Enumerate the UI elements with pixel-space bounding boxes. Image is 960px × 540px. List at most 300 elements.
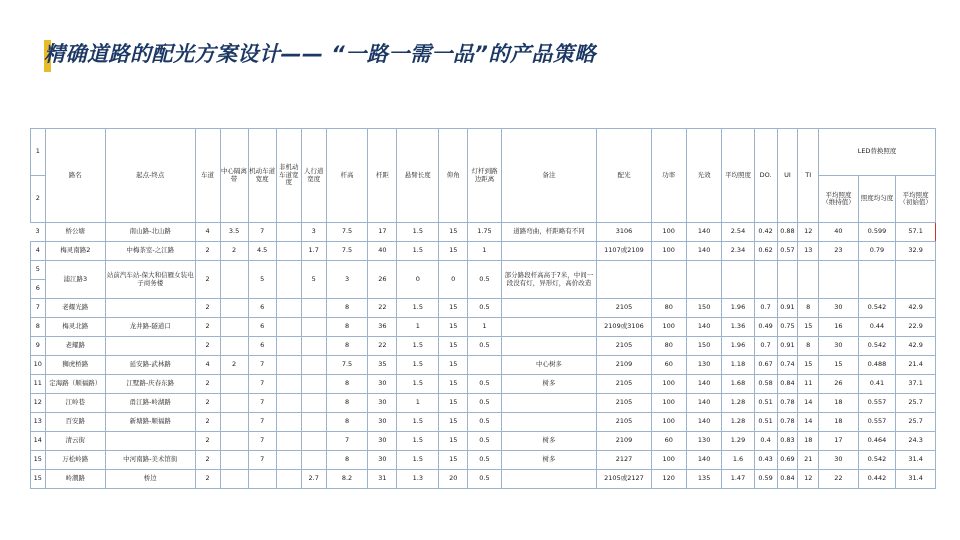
cell-uniformity: 0.442 <box>858 470 895 489</box>
cell-efficacy: 140 <box>686 413 721 432</box>
cell-do: 0.7 <box>754 299 777 318</box>
cell-ui: 0.88 <box>777 223 798 242</box>
cell-tilt-angle: 15 <box>439 318 468 337</box>
cell-remarks <box>501 299 597 318</box>
th-ui: UI <box>777 129 798 223</box>
cell-pole-to-edge: 0.5 <box>468 432 501 451</box>
cell-pole-spacing: 30 <box>368 413 397 432</box>
th-nonmotor-width: 非机动车道宽度 <box>276 129 301 223</box>
cell-avg-illuminance: 1.96 <box>722 299 754 318</box>
cell-efficacy: 130 <box>686 356 721 375</box>
th-start-end: 起点-终点 <box>105 129 195 223</box>
cell-start-end: 甬江路-岭湖路 <box>105 394 195 413</box>
cell-road-name: 万松岭路 <box>45 451 105 470</box>
cell-efficacy: 140 <box>686 318 721 337</box>
cell-ti: 18 <box>798 432 819 451</box>
cell-maintained-illuminance: 15 <box>819 356 859 375</box>
cell-pole-height: 8 <box>326 337 368 356</box>
cell-remarks <box>501 318 597 337</box>
cell-start-end <box>105 337 195 356</box>
th-sidewalk-width: 人行道宽度 <box>301 129 326 223</box>
cell-nonmotor-width <box>276 451 301 470</box>
cell-road-name: 梅灵南路2 <box>45 242 105 261</box>
cell-ti <box>798 261 819 299</box>
cell-median <box>220 394 248 413</box>
cell-arm-length: 1.5 <box>397 413 439 432</box>
cell-motorway-width: 6 <box>248 337 276 356</box>
cell-start-end: 江墅路-庆春东路 <box>105 375 195 394</box>
cell-power: 60 <box>651 356 686 375</box>
cell-distribution: 2105 <box>597 413 651 432</box>
cell-motorway-width: 7 <box>248 375 276 394</box>
cell-lanes: 2 <box>195 413 220 432</box>
cell-distribution: 2109 <box>597 356 651 375</box>
cell-nonmotor-width <box>276 375 301 394</box>
cell-ui: 0.91 <box>777 299 798 318</box>
cell-avg-illuminance: 1.96 <box>722 337 754 356</box>
cell-lanes: 2 <box>195 299 220 318</box>
cell-arm-length: 1.5 <box>397 223 439 242</box>
cell-lanes: 2 <box>195 242 220 261</box>
cell-avg-illuminance: 2.34 <box>722 242 754 261</box>
cell-motorway-width: 6 <box>248 299 276 318</box>
cell-initial-illuminance: 21.4 <box>896 356 936 375</box>
cell-nonmotor-width <box>276 394 301 413</box>
cell-ui: 0.78 <box>777 394 798 413</box>
cell-ui <box>777 261 798 299</box>
table-row[interactable] <box>31 337 936 356</box>
row-number: 6 <box>31 280 46 299</box>
cell-efficacy: 150 <box>686 299 721 318</box>
cell-maintained-illuminance: 17 <box>819 432 859 451</box>
cell-tilt-angle: 15 <box>439 356 468 375</box>
th-remarks: 备注 <box>501 129 597 223</box>
cell-do: 0.42 <box>754 223 777 242</box>
cell-pole-spacing: 31 <box>368 470 397 489</box>
cell-tilt-angle: 15 <box>439 242 468 261</box>
cell-lanes: 2 <box>195 318 220 337</box>
row-number: 3 <box>31 223 46 242</box>
cell-arm-length: 1.5 <box>397 451 439 470</box>
cell-start-end: 桥边 <box>105 470 195 489</box>
cell-ti: 11 <box>798 375 819 394</box>
cell-power: 80 <box>651 337 686 356</box>
cell-initial-illuminance: 22.9 <box>896 318 936 337</box>
cell-lanes: 2 <box>195 375 220 394</box>
cell-efficacy: 140 <box>686 223 721 242</box>
cell-do <box>754 261 777 299</box>
cell-start-end <box>105 432 195 451</box>
th-led-replacement-group: LED替换照度 <box>819 129 936 176</box>
cell-remarks: 树多 <box>501 375 597 394</box>
table-body <box>31 223 936 489</box>
cell-start-end: 龙井路-隧道口 <box>105 318 195 337</box>
cell-pole-to-edge: 1 <box>468 318 501 337</box>
th-pole-to-edge: 灯杆到路边距离 <box>468 129 501 223</box>
cell-tilt-angle: 15 <box>439 432 468 451</box>
cell-median: 3.5 <box>220 223 248 242</box>
th-pole-height: 杆高 <box>326 129 368 223</box>
cell-sidewalk-width <box>301 432 326 451</box>
cell-maintained-illuminance <box>819 261 859 299</box>
cell-tilt-angle: 15 <box>439 299 468 318</box>
cell-median <box>220 432 248 451</box>
cell-uniformity: 0.557 <box>858 413 895 432</box>
cell-arm-length: 1.5 <box>397 375 439 394</box>
cell-maintained-illuminance: 40 <box>819 223 859 242</box>
cell-ti: 8 <box>798 299 819 318</box>
cell-maintained-illuminance: 30 <box>819 299 859 318</box>
cell-distribution: 2105或2127 <box>597 470 651 489</box>
row-number: 12 <box>31 394 46 413</box>
cell-pole-spacing: 22 <box>368 299 397 318</box>
cell-initial-illuminance: 31.4 <box>896 470 936 489</box>
cell-avg-illuminance: 1.47 <box>722 470 754 489</box>
cell-pole-height: 7.5 <box>326 356 368 375</box>
cell-distribution: 2105 <box>597 337 651 356</box>
cell-sidewalk-width: 1.7 <box>301 242 326 261</box>
row-number: 8 <box>31 318 46 337</box>
cell-sidewalk-width <box>301 356 326 375</box>
cell-pole-spacing: 26 <box>368 261 397 299</box>
cell-median <box>220 470 248 489</box>
cell-sidewalk-width <box>301 394 326 413</box>
cell-road-name: 老耀光路 <box>45 299 105 318</box>
cell-ui: 0.84 <box>777 375 798 394</box>
th-initial-illuminance: 平均照度（初始值） <box>896 176 936 223</box>
cell-initial-illuminance <box>896 261 936 299</box>
cell-ui: 0.83 <box>777 432 798 451</box>
cell-initial-illuminance: 37.1 <box>896 375 936 394</box>
cell-initial-illuminance: 42.9 <box>896 299 936 318</box>
cell-initial-illuminance: 25.7 <box>896 394 936 413</box>
rowhdr-corner-2: 2 <box>31 176 46 223</box>
cell-arm-length: 1.3 <box>397 470 439 489</box>
table-row[interactable] <box>31 451 936 470</box>
cell-pole-height: 8 <box>326 451 368 470</box>
th-road-name: 路名 <box>45 129 105 223</box>
cell-pole-to-edge: 0.5 <box>468 299 501 318</box>
cell-start-end: 中河南路-美术馆街 <box>105 451 195 470</box>
cell-initial-illuminance: 42.9 <box>896 337 936 356</box>
cell-pole-height: 7.5 <box>326 242 368 261</box>
th-maintained-illuminance: 平均照度（维持值） <box>819 176 859 223</box>
cell-efficacy: 150 <box>686 337 721 356</box>
cell-motorway-width: 5 <box>248 261 276 299</box>
cell-lanes: 2 <box>195 394 220 413</box>
cell-do: 0.59 <box>754 470 777 489</box>
th-tilt-angle: 仰角 <box>439 129 468 223</box>
row-number: 13 <box>31 413 46 432</box>
cell-median: 2 <box>220 356 248 375</box>
cell-sidewalk-width <box>301 337 326 356</box>
cell-nonmotor-width <box>276 432 301 451</box>
th-median: 中心隔离带 <box>220 129 248 223</box>
table-row[interactable] <box>31 413 936 432</box>
cell-do: 0.51 <box>754 394 777 413</box>
cell-maintained-illuminance: 18 <box>819 413 859 432</box>
cell-pole-height: 8 <box>326 299 368 318</box>
cell-lanes: 2 <box>195 432 220 451</box>
cell-efficacy: 140 <box>686 394 721 413</box>
cell-ti: 21 <box>798 451 819 470</box>
table-row[interactable] <box>31 261 936 280</box>
cell-road-name: 桥公塘 <box>45 223 105 242</box>
cell-distribution: 3106 <box>597 223 651 242</box>
cell-pole-height: 8 <box>326 318 368 337</box>
cell-road-name: 浦江路3 <box>45 261 105 299</box>
title-block <box>44 38 924 80</box>
cell-road-name: 江岭巷 <box>45 394 105 413</box>
cell-median <box>220 375 248 394</box>
cell-avg-illuminance: 1.6 <box>722 451 754 470</box>
row-number: 15 <box>31 470 46 489</box>
cell-efficacy: 140 <box>686 375 721 394</box>
cell-distribution: 2105 <box>597 394 651 413</box>
table-row[interactable] <box>31 318 936 337</box>
row-number: 15 <box>31 451 46 470</box>
cell-ti: 15 <box>798 356 819 375</box>
cell-sidewalk-width <box>301 299 326 318</box>
th-uniformity: 照度均匀度 <box>858 176 895 223</box>
cell-initial-illuminance: 31.4 <box>896 451 936 470</box>
cell-tilt-angle: 15 <box>439 337 468 356</box>
cell-pole-spacing: 30 <box>368 375 397 394</box>
cell-arm-length: 1.5 <box>397 337 439 356</box>
cell-motorway-width: 7 <box>248 223 276 242</box>
cell-distribution <box>597 261 651 299</box>
cell-pole-height: 8 <box>326 375 368 394</box>
table-row[interactable] <box>31 432 936 451</box>
cell-ui: 0.84 <box>777 470 798 489</box>
table-row[interactable] <box>31 223 936 242</box>
cell-road-name: 百安路 <box>45 413 105 432</box>
cell-ti: 13 <box>798 242 819 261</box>
cell-pole-spacing: 35 <box>368 356 397 375</box>
cell-distribution: 2105 <box>597 299 651 318</box>
row-number: 14 <box>31 432 46 451</box>
cell-motorway-width <box>248 470 276 489</box>
cell-uniformity: 0.557 <box>858 394 895 413</box>
cell-road-name: 狮虎桥路 <box>45 356 105 375</box>
cell-lanes: 2 <box>195 337 220 356</box>
cell-pole-spacing: 36 <box>368 318 397 337</box>
cell-avg-illuminance <box>722 261 754 299</box>
cell-road-name: 岭潮路 <box>45 470 105 489</box>
th-do: DO. <box>754 129 777 223</box>
cell-remarks <box>501 470 597 489</box>
cell-pole-spacing: 40 <box>368 242 397 261</box>
cell-start-end: 站前汽车站-保大和信雁女装电子商务楼 <box>105 261 195 299</box>
cell-sidewalk-width <box>301 375 326 394</box>
table-row[interactable] <box>31 394 936 413</box>
cell-ui: 0.74 <box>777 356 798 375</box>
cell-power: 80 <box>651 299 686 318</box>
table-row[interactable] <box>31 356 936 375</box>
cell-uniformity: 0.41 <box>858 375 895 394</box>
cell-pole-to-edge: 0.5 <box>468 394 501 413</box>
cell-maintained-illuminance: 18 <box>819 394 859 413</box>
table-row[interactable] <box>31 375 936 394</box>
cell-tilt-angle: 15 <box>439 394 468 413</box>
cell-road-name: 梅灵北路 <box>45 318 105 337</box>
cell-efficacy: 140 <box>686 242 721 261</box>
cell-nonmotor-width <box>276 413 301 432</box>
cell-pole-spacing: 22 <box>368 337 397 356</box>
cell-motorway-width: 7 <box>248 394 276 413</box>
cell-road-name: 清云街 <box>45 432 105 451</box>
cell-ti: 14 <box>798 394 819 413</box>
rowhdr-corner: 1 <box>31 129 46 176</box>
cell-nonmotor-width <box>276 356 301 375</box>
cell-efficacy: 140 <box>686 451 721 470</box>
cell-pole-to-edge: 0.5 <box>468 337 501 356</box>
table-row[interactable] <box>31 242 936 261</box>
cell-power: 100 <box>651 375 686 394</box>
cell-maintained-illuminance: 16 <box>819 318 859 337</box>
cell-arm-length: 1 <box>397 318 439 337</box>
cell-ui: 0.78 <box>777 413 798 432</box>
cell-avg-illuminance: 1.28 <box>722 394 754 413</box>
cell-maintained-illuminance: 22 <box>819 470 859 489</box>
cell-nonmotor-width <box>276 337 301 356</box>
cell-power: 60 <box>651 432 686 451</box>
cell-median: 2 <box>220 242 248 261</box>
th-lanes: 车道 <box>195 129 220 223</box>
cell-arm-length: 1.5 <box>397 356 439 375</box>
cell-motorway-width: 6 <box>248 318 276 337</box>
cell-maintained-illuminance: 30 <box>819 451 859 470</box>
cell-arm-length: 1.5 <box>397 242 439 261</box>
cell-pole-height: 8.2 <box>326 470 368 489</box>
cell-road-name: 老耀路 <box>45 337 105 356</box>
cell-remarks <box>501 242 597 261</box>
data-table-container <box>30 128 936 489</box>
cell-lanes: 2 <box>195 470 220 489</box>
cell-median <box>220 413 248 432</box>
row-number: 7 <box>31 299 46 318</box>
cell-initial-illuminance: 24.3 <box>896 432 936 451</box>
th-efficacy: 光效 <box>686 129 721 223</box>
cell-sidewalk-width: 3 <box>301 223 326 242</box>
cell-pole-to-edge: 0.5 <box>468 470 501 489</box>
cell-ti: 8 <box>798 337 819 356</box>
cell-lanes: 2 <box>195 451 220 470</box>
cell-uniformity <box>858 261 895 299</box>
cell-power: 100 <box>651 451 686 470</box>
cell-median <box>220 337 248 356</box>
cell-arm-length: 1.5 <box>397 299 439 318</box>
row-number: 10 <box>31 356 46 375</box>
cell-nonmotor-width <box>276 242 301 261</box>
cell-median <box>220 299 248 318</box>
cell-motorway-width: 7 <box>248 432 276 451</box>
th-ti: TI <box>798 129 819 223</box>
cell-uniformity: 0.488 <box>858 356 895 375</box>
cell-sidewalk-width: 5 <box>301 261 326 299</box>
cell-pole-to-edge: 0.5 <box>468 375 501 394</box>
row-number: 9 <box>31 337 46 356</box>
cell-sidewalk-width <box>301 318 326 337</box>
cell-lanes: 2 <box>195 261 220 299</box>
cell-start-end <box>105 299 195 318</box>
table-header <box>31 129 936 223</box>
cell-uniformity: 0.79 <box>858 242 895 261</box>
cell-pole-spacing: 30 <box>368 432 397 451</box>
cell-sidewalk-width: 2.7 <box>301 470 326 489</box>
cell-median <box>220 451 248 470</box>
cell-uniformity: 0.542 <box>858 299 895 318</box>
cell-start-end: 延安路-武林路 <box>105 356 195 375</box>
cell-nonmotor-width <box>276 223 301 242</box>
road-lighting-table <box>30 128 936 489</box>
cell-pole-to-edge <box>468 356 501 375</box>
cell-median <box>220 261 248 299</box>
th-arm-length: 悬臂长度 <box>397 129 439 223</box>
cell-uniformity: 0.464 <box>858 432 895 451</box>
cell-pole-spacing: 30 <box>368 451 397 470</box>
cell-sidewalk-width <box>301 413 326 432</box>
cell-remarks: 部分路段杆高高于7米，中间一段没有灯，异形灯，高价改造 <box>501 261 597 299</box>
cell-do: 0.67 <box>754 356 777 375</box>
cell-ui: 0.91 <box>777 337 798 356</box>
cell-power: 100 <box>651 318 686 337</box>
cell-distribution: 2109 <box>597 432 651 451</box>
cell-median <box>220 318 248 337</box>
cell-pole-height: 7 <box>326 432 368 451</box>
cell-nonmotor-width <box>276 470 301 489</box>
cell-nonmotor-width <box>276 318 301 337</box>
cell-distribution: 2109或3106 <box>597 318 651 337</box>
cell-tilt-angle: 15 <box>439 223 468 242</box>
cell-efficacy <box>686 261 721 299</box>
cell-nonmotor-width <box>276 261 301 299</box>
cell-start-end: 新塘路-顺福路 <box>105 413 195 432</box>
cell-avg-illuminance: 1.18 <box>722 356 754 375</box>
cell-remarks <box>501 413 597 432</box>
cell-sidewalk-width <box>301 451 326 470</box>
th-distribution: 配光 <box>597 129 651 223</box>
cell-start-end: 中梅茶室-之江路 <box>105 242 195 261</box>
cell-uniformity: 0.44 <box>858 318 895 337</box>
cell-motorway-width: 4.5 <box>248 242 276 261</box>
cell-pole-to-edge: 0.5 <box>468 261 501 299</box>
cell-motorway-width: 7 <box>248 413 276 432</box>
cell-avg-illuminance: 1.36 <box>722 318 754 337</box>
cell-remarks: 树多 <box>501 432 597 451</box>
cell-do: 0.49 <box>754 318 777 337</box>
cell-pole-spacing: 17 <box>368 223 397 242</box>
cell-tilt-angle: 20 <box>439 470 468 489</box>
cell-pole-to-edge: 1 <box>468 242 501 261</box>
table-row[interactable] <box>31 299 936 318</box>
cell-ti: 15 <box>798 318 819 337</box>
cell-avg-illuminance: 2.54 <box>722 223 754 242</box>
cell-road-name: 定海路（顺福路） <box>45 375 105 394</box>
cell-motorway-width: 7 <box>248 451 276 470</box>
cell-pole-height: 7.5 <box>326 223 368 242</box>
cell-avg-illuminance: 1.28 <box>722 413 754 432</box>
cell-pole-spacing: 30 <box>368 394 397 413</box>
cell-ui: 0.69 <box>777 451 798 470</box>
cell-do: 0.62 <box>754 242 777 261</box>
cell-avg-illuminance: 1.68 <box>722 375 754 394</box>
cell-ti: 12 <box>798 470 819 489</box>
cell-ui: 0.57 <box>777 242 798 261</box>
table-row[interactable] <box>31 470 936 489</box>
cell-uniformity: 0.542 <box>858 337 895 356</box>
cell-avg-illuminance: 1.29 <box>722 432 754 451</box>
